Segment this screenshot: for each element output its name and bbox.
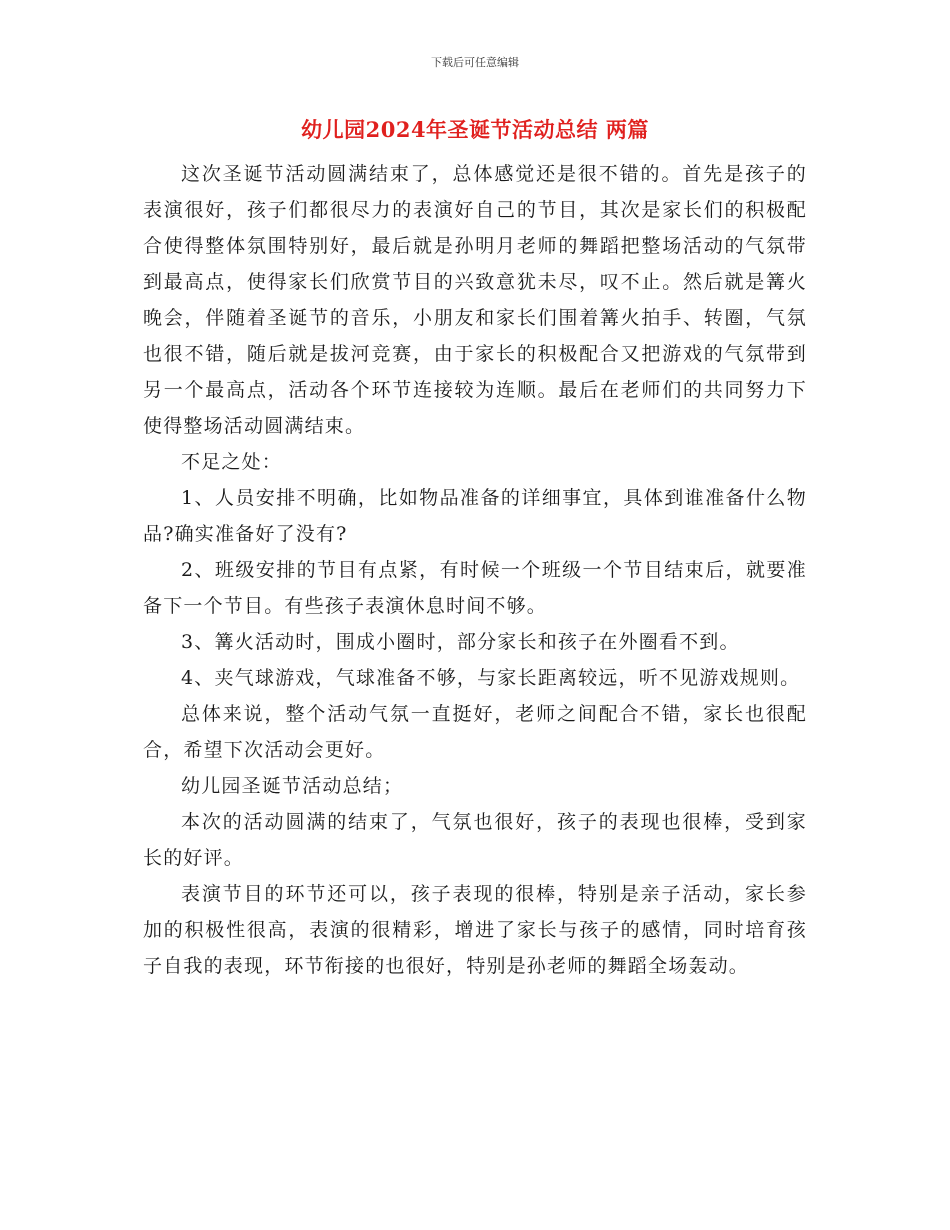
document-body	[143, 156, 807, 984]
header-note: 下载后可任意编辑	[431, 56, 519, 69]
document-title: 幼儿园2024年圣诞节活动总结 两篇	[301, 117, 649, 142]
paragraph-intro: 这次圣诞节活动圆满结束了，总体感觉还是很不错的。首先是孩子的表演很好，孩子们都很尽力的表演好自己的节目，其次是家长们的积极配合使得整体氛围特别好，最后就是孙明月老师的舞蹈把整场活动的气氛带到最高点，使得家长们欣赏节目的兴致意犹未尽，叹不止。然后就是篝火晚会，伴随着圣诞节的音乐，小朋友和家长们围着篝火拍手、转圈，气氛也很不错，随后就是拔河竞赛，由于家长的积极配合又把游戏的气氛带到另一个最高点，活动各个环节连接较为连顺。最后在老师们的共同努力下使得整场活动圆满结束。	[143, 163, 807, 437]
paragraph-item-3: 3、篝火活动时，围成小圈时，部分家长和孩子在外圈看不到。	[181, 631, 740, 653]
paragraph-item-1: 1、人员安排不明确，比如物品准备的详细事宜，具体到谁准备什么物品?确实准备好了没有?	[143, 487, 807, 545]
paragraph-second-body: 表演节目的环节还可以，孩子表现的很棒，特别是亲子活动，家长参加的积极性很高，表演的很精彩，增进了家长与孩子的感情，同时培育孩子自我的表现，环节衔接的也很好，特别是孙老师的舞蹈全场轰动。	[143, 883, 807, 977]
paragraph-shortcomings-heading: 不足之处：	[181, 451, 283, 473]
paragraph-second-intro: 本次的活动圆满的结束了，气氛也很好，孩子的表现也很棒，受到家长的好评。	[143, 811, 807, 869]
paragraph-item-2: 2、班级安排的节目有点紧，有时候一个班级一个节目结束后，就要准备下一个节目。有些孩子表演休息时间不够。	[143, 559, 807, 617]
paragraph-item-4: 4、夹气球游戏，气球准备不够，与家长距离较远，听不见游戏规则。	[181, 667, 801, 689]
paragraph-overall: 总体来说，整个活动气氛一直挺好，老师之间配合不错，家长也很配合，希望下次活动会更好。	[143, 703, 807, 761]
paragraph-second-heading: 幼儿园圣诞节活动总结；	[181, 775, 404, 797]
